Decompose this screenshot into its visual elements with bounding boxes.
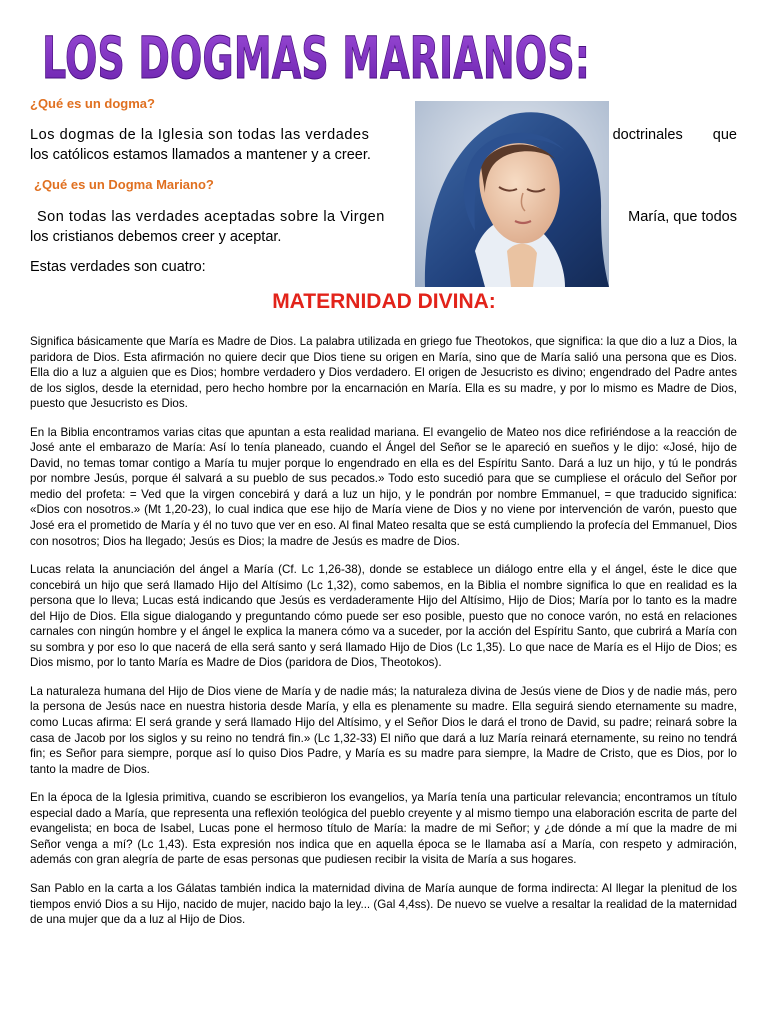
answer-dogma-line2: los católicos estamos llamados a mantener y a creer. bbox=[30, 147, 371, 163]
section-body bbox=[30, 334, 737, 941]
answer-marian-line1-left: Son todas las verdades aceptadas sobre la Virgen bbox=[37, 209, 385, 225]
paragraph: En la época de la Iglesia primitiva, cuando se escribieron los evangelios, ya María tenía una particular relevancia; encontramos un título especial dado a María, que representa una reflexión teológica del pueblo creyente y al mismo tiempo una elaboración escrita de parte del evangelista; en boca de Isabel, Lucas pone el hermoso título de María: la madre de mi Señor; y ¿de dónde a mí que la madre de mi Señor venga a mí? (Lc 1,43). Esta expresión nos indica que en aquella época se le llamaba así a María, con respeto y admiración, además con gran alegría de parte de esas personas que pudiesen recibir la visita de María a sus hogares. bbox=[30, 791, 737, 867]
answer-marian-dogma bbox=[30, 207, 737, 247]
question-what-is-dogma: ¿Qué es un dogma? bbox=[30, 96, 155, 111]
answer-dogma-word-doctrinales: doctrinales bbox=[612, 127, 683, 143]
page-title bbox=[40, 18, 600, 90]
paragraph: En la Biblia encontramos varias citas que apuntan a esta realidad mariana. El evangelio de Mateo nos dice refiriéndose a la reacción de José ante el embarazo de María: Así lo tenía planeado, cuando el Ángel del Señor se le apareció en sueños y le dijo: «José, hijo de David, no temas tomar contigo a María tu mujer porque lo engendrado en ella es del Espíritu Santo. Dará a luz un hijo, y tú le pondrás por nombre Jesús, porque él salvará a su pueblo de sus pecados.» Todo esto sucedió para que se cumpliese el oráculo del Señor por medio del profeta: = Ved que la virgen concebirá y dará a luz un hijo, y le pondrán por nombre Emmanuel, = que traducido significa: «Dios con nosotros.» (Mt 1,20-23), lo cual indica que ese hijo de María viene de Dios y no viene por intervención de varón, puesto que José era el prometido de María y él no tuvo que ver en eso. Al final Mateo resalta que se está cumpliendo la profecía del Emmanuel, Dios con nosotros; Dios ha llegado; Jesús es Dios; la madre de Jesús es madre de Dios. bbox=[30, 425, 737, 548]
answer-dogma-word-que: que bbox=[712, 127, 737, 143]
page-title-text: LOS DOGMAS MARIANOS: bbox=[42, 24, 590, 90]
answer-marian-line2: los cristianos debemos creer y aceptar. bbox=[30, 229, 282, 245]
paragraph: San Pablo en la carta a los Gálatas también indica la maternidad divina de María aunque de forma indirecta: Al llegar la plenitud de los tiempos envió Dios a su Hijo, nacido de mujer, nacido bajo la ley... (Gal 4,4ss). De nuevo se vuelve a resaltar la realidad de la maternidad de una mujer que da a luz al Hijo de Dios. bbox=[30, 881, 737, 927]
answer-dogma bbox=[30, 125, 737, 165]
paragraph: Significa básicamente que María es Madre de Dios. La palabra utilizada en griego fue Theotokos, que significa: la que dio a luz a Dios, la paridora de Dios. Esta afirmación no quiere decir que Dios tiene su origen en María, sino que de María salió una persona que es Dios. Ella dio a luz a alguien que es Dios; hombre verdadero y Dios verdadero. El origen de Jesucristo es divino; engendrado del Padre antes de los siglos, desde la eternidad, pero hecho hombre por la encarnación en María. Ella es su madre, y por lo mismo es Madre de Dios, puesto que Jesucristo es Dios. bbox=[30, 335, 737, 411]
paragraph: La naturaleza humana del Hijo de Dios viene de María y de nadie más; la naturaleza divina de Jesús viene de Dios y de nadie más, pero la persona de Jesús nace en nuestra historia desde María, y ella es plenamente su madre. Ella seguirá siendo eternamente su madre, como Lucas afirma: El será grande y será llamado Hijo del Altísimo, y el Señor Dios le dará el trono de David, su padre; reinará sobre la casa de Jacob por los siglos y su reino no tendrá fin.» (Lc 1,32-33) El niño que dará a luz María reinará eternamente, su reino no tendrá fin; es Señor para siempre, porque así lo quiso Dios Padre, y María es su madre para siempre, la Madre de Cristo, que es Dios, por lo tanto la madre de Dios. bbox=[30, 684, 737, 776]
question-what-is-marian-dogma: ¿Qué es un Dogma Mariano? bbox=[34, 177, 214, 192]
paragraph: Lucas relata la anunciación del ángel a María (Cf. Lc 1,26-38), donde se establece un diálogo entre ella y el ángel, éste le dice que concebirá un hijo que será llamado Hijo del Altísimo (Lc 1,32), como sabemos, en la Biblia el nombre significa lo que en realidad es la persona que lo lleva; Lucas está indicando que Jesús es verdaderamente Hijo del Altísimo, Hijo de Dios; María por lo tanto es la madre del Hijo de Dios. Ella sigue dialogando y preguntando cómo puede ser eso posible, puesto que no conoce varón, no está en relaciones carnales con ningún hombre y el ángel le explica la manera cómo va a suceder, por la acción del Espíritu Santo, que cubrirá a María con su sombra y por eso lo que nacerá de ella será santo y será llamado Hijo de Dios (Lc 1,35). Lo que nace de María es el Hijo de Dios; es Dios mismo, por lo tanto María es Madre de Dios (paridora de Dios, Theotokos). bbox=[30, 563, 737, 670]
answer-dogma-line1-left: Los dogmas de la Iglesia son todas las verdades bbox=[30, 127, 370, 143]
answer-marian-line1-right: María, que todos bbox=[628, 209, 737, 225]
count-line: Estas verdades son cuatro: bbox=[30, 259, 206, 275]
virgin-mary-portrait bbox=[415, 101, 609, 287]
section-heading: MATERNIDAD DIVINA: bbox=[272, 290, 496, 313]
